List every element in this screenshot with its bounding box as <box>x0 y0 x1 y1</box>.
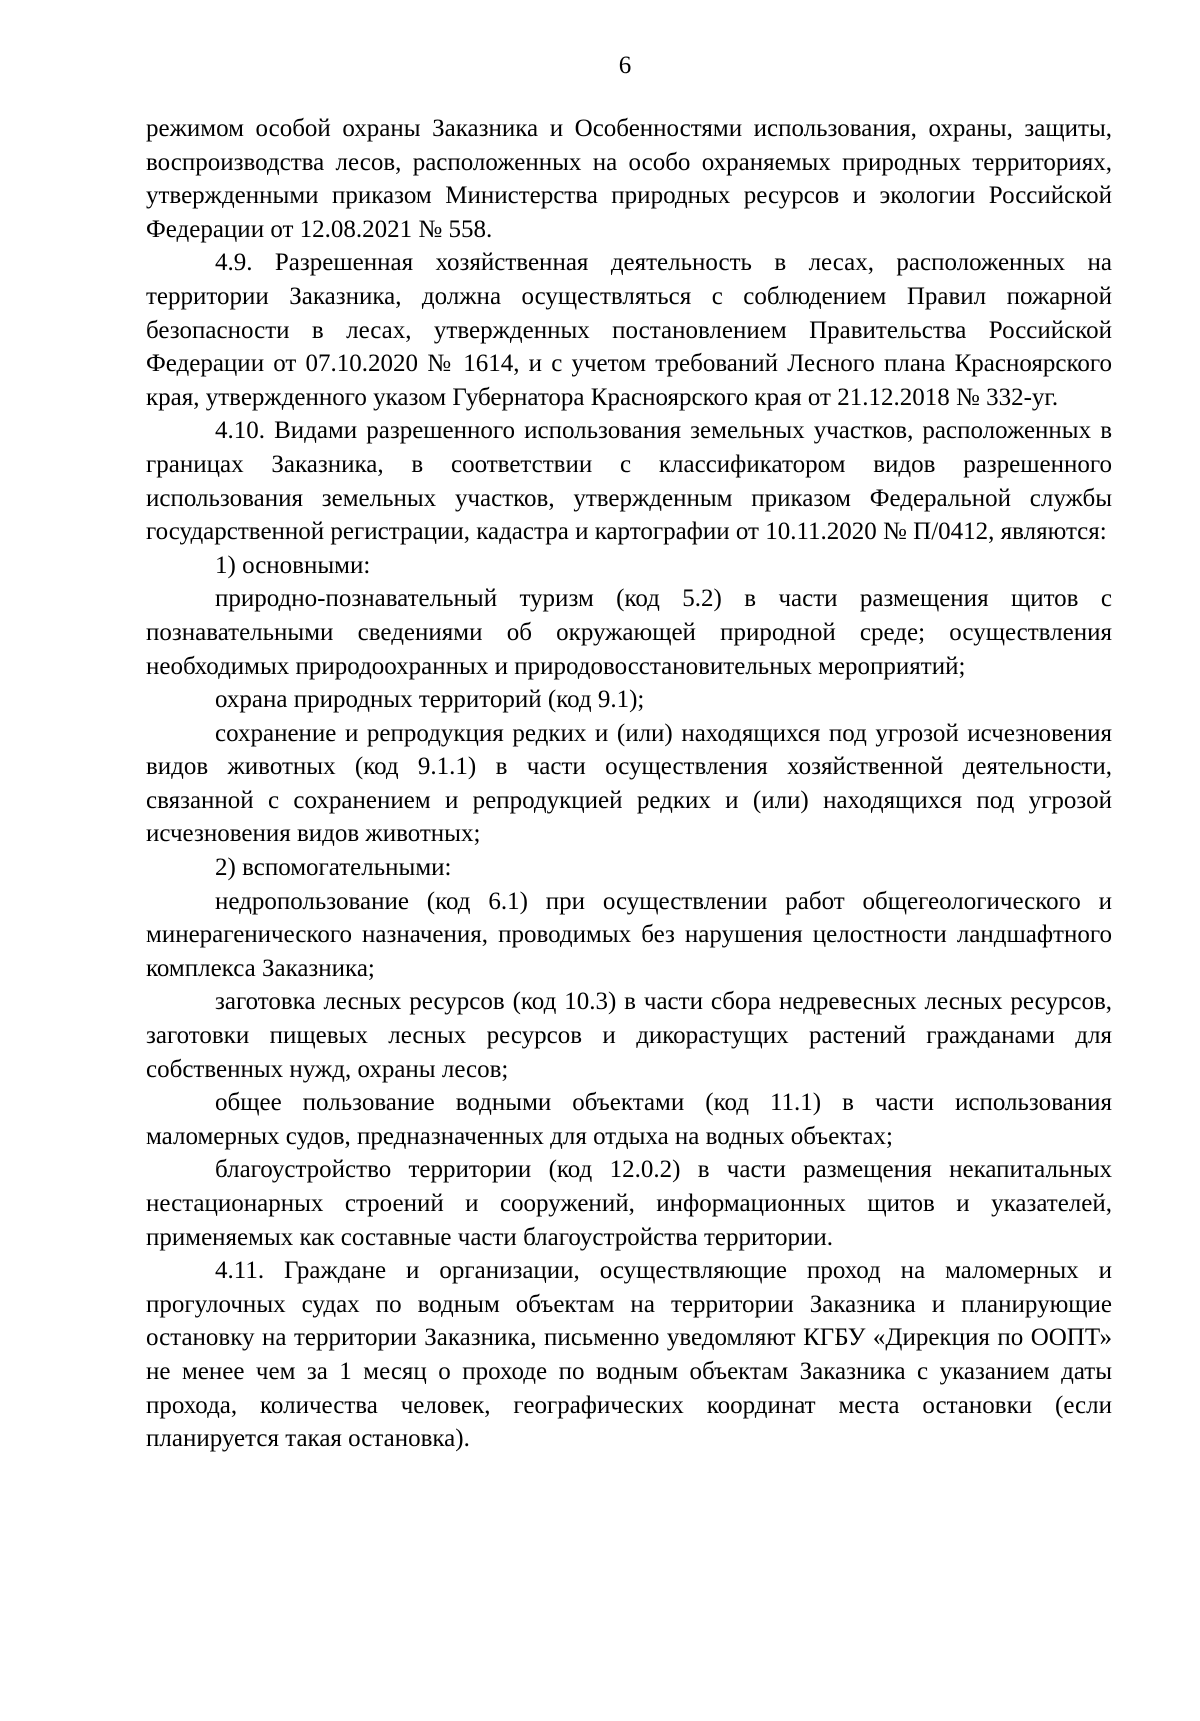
paragraph: 4.10. Видами разрешенного использования земельных участков, расположенных в границах Заказника, в соответствии с классификатором видов разрешенного использования земельных участков, утвержденным приказом Федеральной службы государственной регистрации, кадастра и картографии от 10.11.2020 № П/0412, являются: <box>146 417 1112 546</box>
paragraph: 4.11. Граждане и организации, осуществляющие проход на маломерных и прогулочных судах по водным объектам на территории Заказника и планирующие остановку на территории Заказника, письменно уведомляют КГБУ «Дирекция по ООПТ» не менее чем за 1 месяц о проходе по водным объектам Заказника с указанием даты прохода, количества человек, географических координат места остановки (если планируется такая остановка). <box>146 1257 1112 1453</box>
paragraph: недропользование (код 6.1) при осуществлении работ общегеологического и минерагенического назначения, проводимых без нарушения целостности ландшафтного комплекса Заказника; <box>146 887 1112 982</box>
paragraph: общее пользование водными объектами (код 11.1) в части использования маломерных судов, предназначенных для отдыха на водных объектах; <box>146 1089 1112 1150</box>
paragraph: заготовка лесных ресурсов (код 10.3) в части сбора недревесных лесных ресурсов, заготовки пищевых лесных ресурсов и дикорастущих растений гражданами для собственных нужд, охраны лесов; <box>146 988 1112 1083</box>
paragraph: природно-познавательный туризм (код 5.2) в части размещения щитов с познавательными сведениями об окружающей природной среде; осуществления необходимых природоохранных и природовосстановительных мероприятий; <box>146 585 1112 680</box>
paragraph: охрана природных территорий (код 9.1); <box>215 686 645 714</box>
document-body <box>146 112 1112 1456</box>
paragraph: сохранение и репродукция редких и (или) находящихся под угрозой исчезновения видов животных (код 9.1.1) в части осуществления хозяйственной деятельности, связанной с сохранением и репродукцией редких и (или) находящихся под угрозой исчезновения видов животных; <box>146 719 1112 848</box>
list-heading: 2) вспомогательными: <box>215 854 452 882</box>
paragraph: благоустройство территории (код 12.0.2) в части размещения некапитальных нестационарных строений и сооружений, информационных щитов и указателей, применяемых как составные части благоустройства территории. <box>146 1156 1112 1251</box>
paragraph: 4.9. Разрешенная хозяйственная деятельность в лесах, расположенных на территории Заказника, должна осуществляться с соблюдением Правил пожарной безопасности в лесах, утвержденных постановлением Правительства Российской Федерации от 07.10.2020 № 1614, и с учетом требований Лесного плана Красноярского края, утвержденного указом Губернатора Красноярского края от 21.12.2018 № 332-уг. <box>146 249 1112 411</box>
page-number: 6 <box>618 52 632 79</box>
list-heading: 1) основными: <box>215 551 371 579</box>
paragraph: режимом особой охраны Заказника и Особенностями использования, охраны, защиты, воспроизводства лесов, расположенных на особо охраняемых природных территориях, утвержденными приказом Министерства природных ресурсов и экологии Российской Федерации от 12.08.2021 № 558. <box>146 115 1112 243</box>
